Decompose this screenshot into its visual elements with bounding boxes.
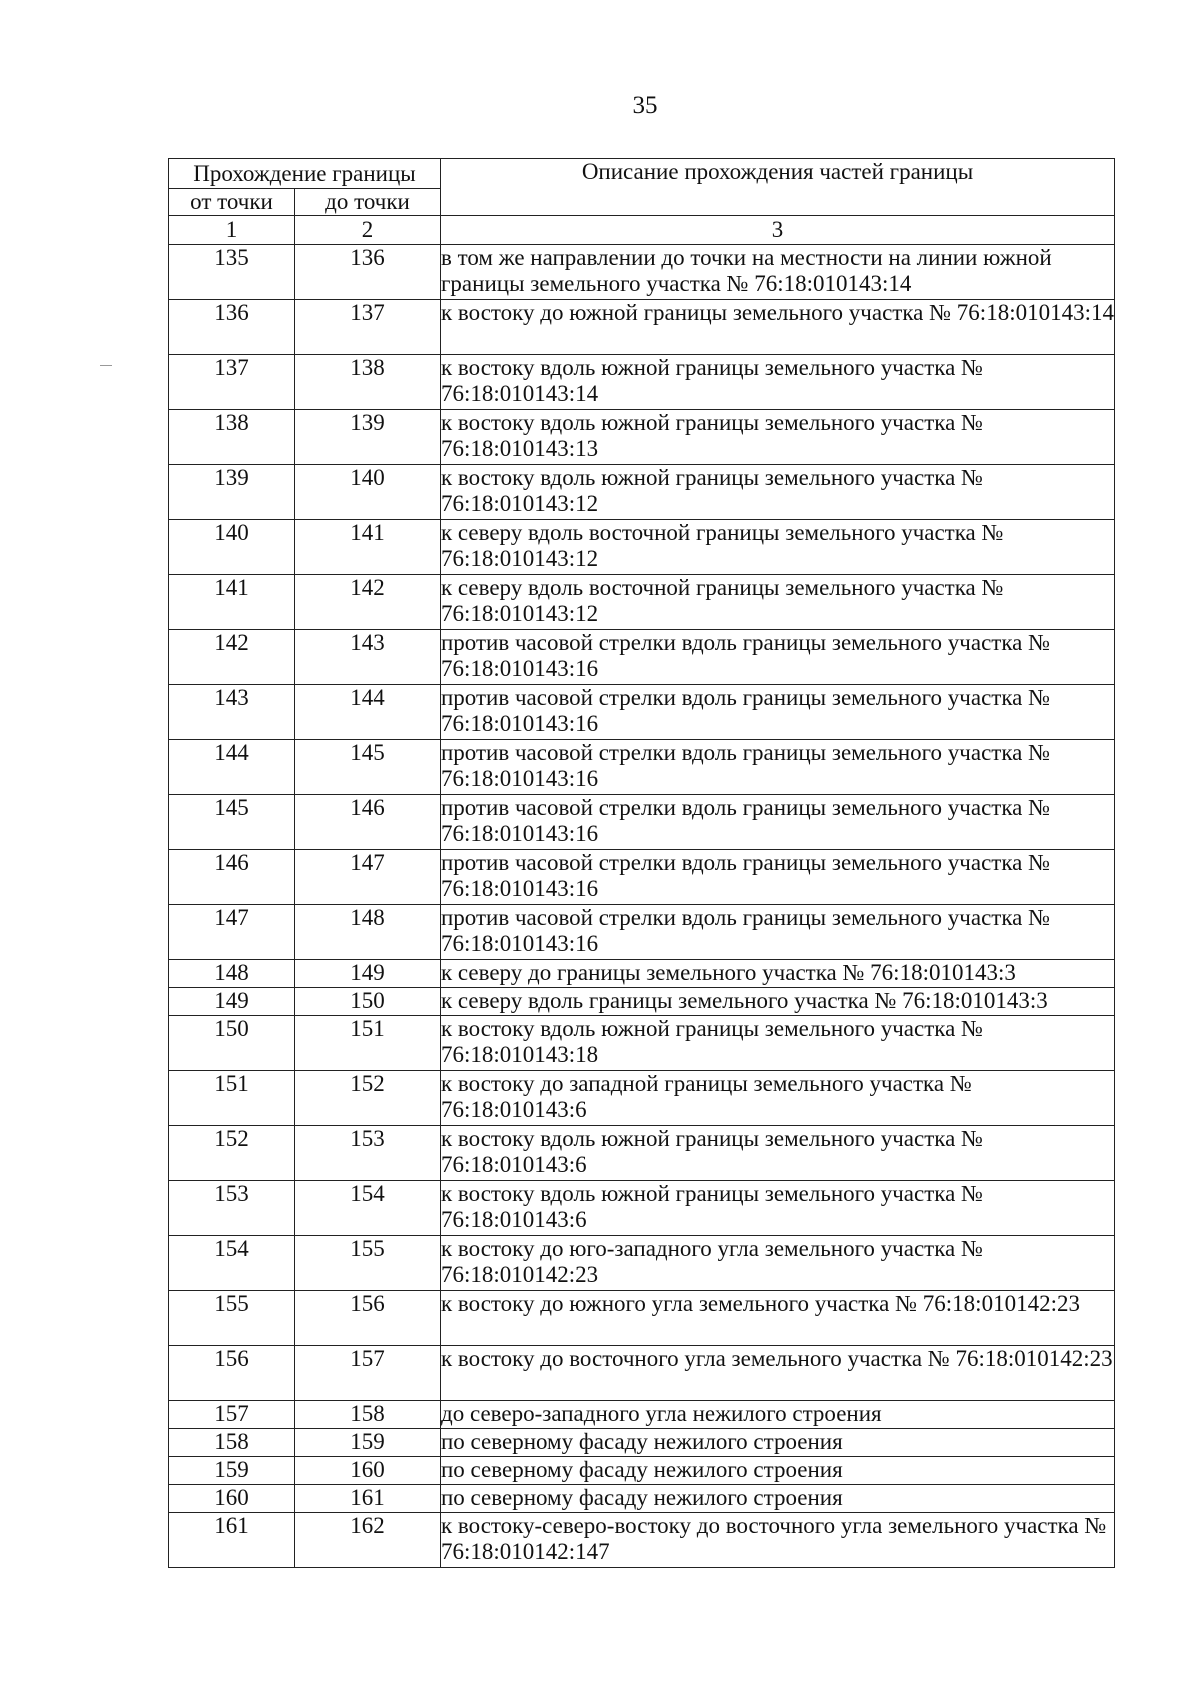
boundary-description: к востоку до южной границы земельного участка № 76:18:010143:14 <box>441 300 1115 355</box>
table-row <box>169 685 1115 740</box>
from-point: 135 <box>169 245 295 300</box>
to-point: 143 <box>295 630 441 685</box>
boundary-description: к северу вдоль восточной границы земельного участка № 76:18:010143:12 <box>441 520 1115 575</box>
boundary-description: к востоку вдоль южной границы земельного участка № 76:18:010143:18 <box>441 1016 1115 1071</box>
from-point: 159 <box>169 1457 295 1485</box>
boundary-description: против часовой стрелки вдоль границы земельного участка № 76:18:010143:16 <box>441 630 1115 685</box>
from-point: 142 <box>169 630 295 685</box>
from-point: 147 <box>169 905 295 960</box>
from-point: 153 <box>169 1181 295 1236</box>
page-number: 35 <box>632 92 658 119</box>
header-to-point: до точки <box>295 189 441 216</box>
table-row <box>169 520 1115 575</box>
boundary-description: к востоку до юго-западного угла земельного участка № 76:18:010142:23 <box>441 1236 1115 1291</box>
to-point: 145 <box>295 740 441 795</box>
to-point: 136 <box>295 245 441 300</box>
boundary-description: по северному фасаду нежилого строения <box>441 1429 1115 1457</box>
boundary-description: против часовой стрелки вдоль границы земельного участка № 76:18:010143:16 <box>441 795 1115 850</box>
table-row <box>169 1485 1115 1513</box>
from-point: 143 <box>169 685 295 740</box>
table-row <box>169 465 1115 520</box>
from-point: 146 <box>169 850 295 905</box>
to-point: 137 <box>295 300 441 355</box>
table-row <box>169 988 1115 1016</box>
table-row <box>169 1457 1115 1485</box>
boundary-description: к востоку до западной границы земельного участка № 76:18:010143:6 <box>441 1071 1115 1126</box>
table-row <box>169 1126 1115 1181</box>
from-point: 148 <box>169 960 295 988</box>
boundary-description: к северу до границы земельного участка № 76:18:010143:3 <box>441 960 1115 988</box>
boundary-description: по северному фасаду нежилого строения <box>441 1457 1115 1485</box>
table-row <box>169 1071 1115 1126</box>
boundary-description: против часовой стрелки вдоль границы земельного участка № 76:18:010143:16 <box>441 850 1115 905</box>
from-point: 138 <box>169 410 295 465</box>
boundary-description: к востоку до южного угла земельного участка № 76:18:010142:23 <box>441 1291 1115 1346</box>
to-point: 160 <box>295 1457 441 1485</box>
to-point: 157 <box>295 1346 441 1401</box>
table-row <box>169 1181 1115 1236</box>
to-point: 140 <box>295 465 441 520</box>
from-point: 158 <box>169 1429 295 1457</box>
to-point: 138 <box>295 355 441 410</box>
to-point: 153 <box>295 1126 441 1181</box>
to-point: 144 <box>295 685 441 740</box>
from-point: 145 <box>169 795 295 850</box>
boundary-description: к северу вдоль границы земельного участка № 76:18:010143:3 <box>441 988 1115 1016</box>
table-row <box>169 575 1115 630</box>
from-point: 141 <box>169 575 295 630</box>
to-point: 161 <box>295 1485 441 1513</box>
from-point: 150 <box>169 1016 295 1071</box>
to-point: 149 <box>295 960 441 988</box>
header-boundary-passage: Прохождение границы <box>169 159 441 189</box>
from-point: 137 <box>169 355 295 410</box>
to-point: 159 <box>295 1429 441 1457</box>
table-row <box>169 740 1115 795</box>
table-row <box>169 905 1115 960</box>
margin-mark <box>100 365 112 366</box>
boundary-description: против часовой стрелки вдоль границы земельного участка № 76:18:010143:16 <box>441 905 1115 960</box>
from-point: 149 <box>169 988 295 1016</box>
table-row <box>169 1236 1115 1291</box>
header-from-point: от точки <box>169 189 295 216</box>
table-row <box>169 795 1115 850</box>
from-point: 152 <box>169 1126 295 1181</box>
table-row <box>169 1513 1115 1568</box>
boundary-table <box>168 158 1115 1568</box>
boundary-description: к востоку вдоль южной границы земельного участка № 76:18:010143:14 <box>441 355 1115 410</box>
from-point: 160 <box>169 1485 295 1513</box>
boundary-description: против часовой стрелки вдоль границы земельного участка № 76:18:010143:16 <box>441 685 1115 740</box>
boundary-description: к востоку вдоль южной границы земельного участка № 76:18:010143:6 <box>441 1181 1115 1236</box>
boundary-description: к востоку-северо-востоку до восточного угла земельного участка № 76:18:010142:147 <box>441 1513 1115 1568</box>
to-point: 141 <box>295 520 441 575</box>
to-point: 158 <box>295 1401 441 1429</box>
from-point: 155 <box>169 1291 295 1346</box>
table-row <box>169 1429 1115 1457</box>
table-row <box>169 850 1115 905</box>
boundary-description: в том же направлении до точки на местности на линии южной границы земельного участка № 76:18:010143:14 <box>441 245 1115 300</box>
table-row <box>169 1291 1115 1346</box>
table-row <box>169 1016 1115 1071</box>
from-point: 140 <box>169 520 295 575</box>
from-point: 154 <box>169 1236 295 1291</box>
boundary-description: по северному фасаду нежилого строения <box>441 1485 1115 1513</box>
from-point: 139 <box>169 465 295 520</box>
to-point: 154 <box>295 1181 441 1236</box>
table-row <box>169 1401 1115 1429</box>
from-point: 151 <box>169 1071 295 1126</box>
from-point: 157 <box>169 1401 295 1429</box>
to-point: 152 <box>295 1071 441 1126</box>
boundary-description: против часовой стрелки вдоль границы земельного участка № 76:18:010143:16 <box>441 740 1115 795</box>
to-point: 150 <box>295 988 441 1016</box>
table-row <box>169 1346 1115 1401</box>
boundary-description: до северо-западного угла нежилого строения <box>441 1401 1115 1429</box>
to-point: 156 <box>295 1291 441 1346</box>
column-number-2: 2 <box>295 216 441 245</box>
to-point: 148 <box>295 905 441 960</box>
column-number-3: 3 <box>441 216 1115 245</box>
table-row <box>169 300 1115 355</box>
to-point: 139 <box>295 410 441 465</box>
table-row <box>169 410 1115 465</box>
boundary-description: к востоку до восточного угла земельного участка № 76:18:010142:23 <box>441 1346 1115 1401</box>
table-row <box>169 355 1115 410</box>
table-row <box>169 245 1115 300</box>
header-description: Описание прохождения частей границы <box>441 159 1115 216</box>
to-point: 146 <box>295 795 441 850</box>
table-row <box>169 630 1115 685</box>
from-point: 144 <box>169 740 295 795</box>
from-point: 161 <box>169 1513 295 1568</box>
boundary-description: к востоку вдоль южной границы земельного участка № 76:18:010143:12 <box>441 465 1115 520</box>
boundary-description: к северу вдоль восточной границы земельного участка № 76:18:010143:12 <box>441 575 1115 630</box>
table-row <box>169 960 1115 988</box>
boundary-description: к востоку вдоль южной границы земельного участка № 76:18:010143:6 <box>441 1126 1115 1181</box>
to-point: 155 <box>295 1236 441 1291</box>
from-point: 156 <box>169 1346 295 1401</box>
to-point: 151 <box>295 1016 441 1071</box>
from-point: 136 <box>169 300 295 355</box>
column-number-1: 1 <box>169 216 295 245</box>
to-point: 147 <box>295 850 441 905</box>
boundary-description: к востоку вдоль южной границы земельного участка № 76:18:010143:13 <box>441 410 1115 465</box>
to-point: 142 <box>295 575 441 630</box>
to-point: 162 <box>295 1513 441 1568</box>
